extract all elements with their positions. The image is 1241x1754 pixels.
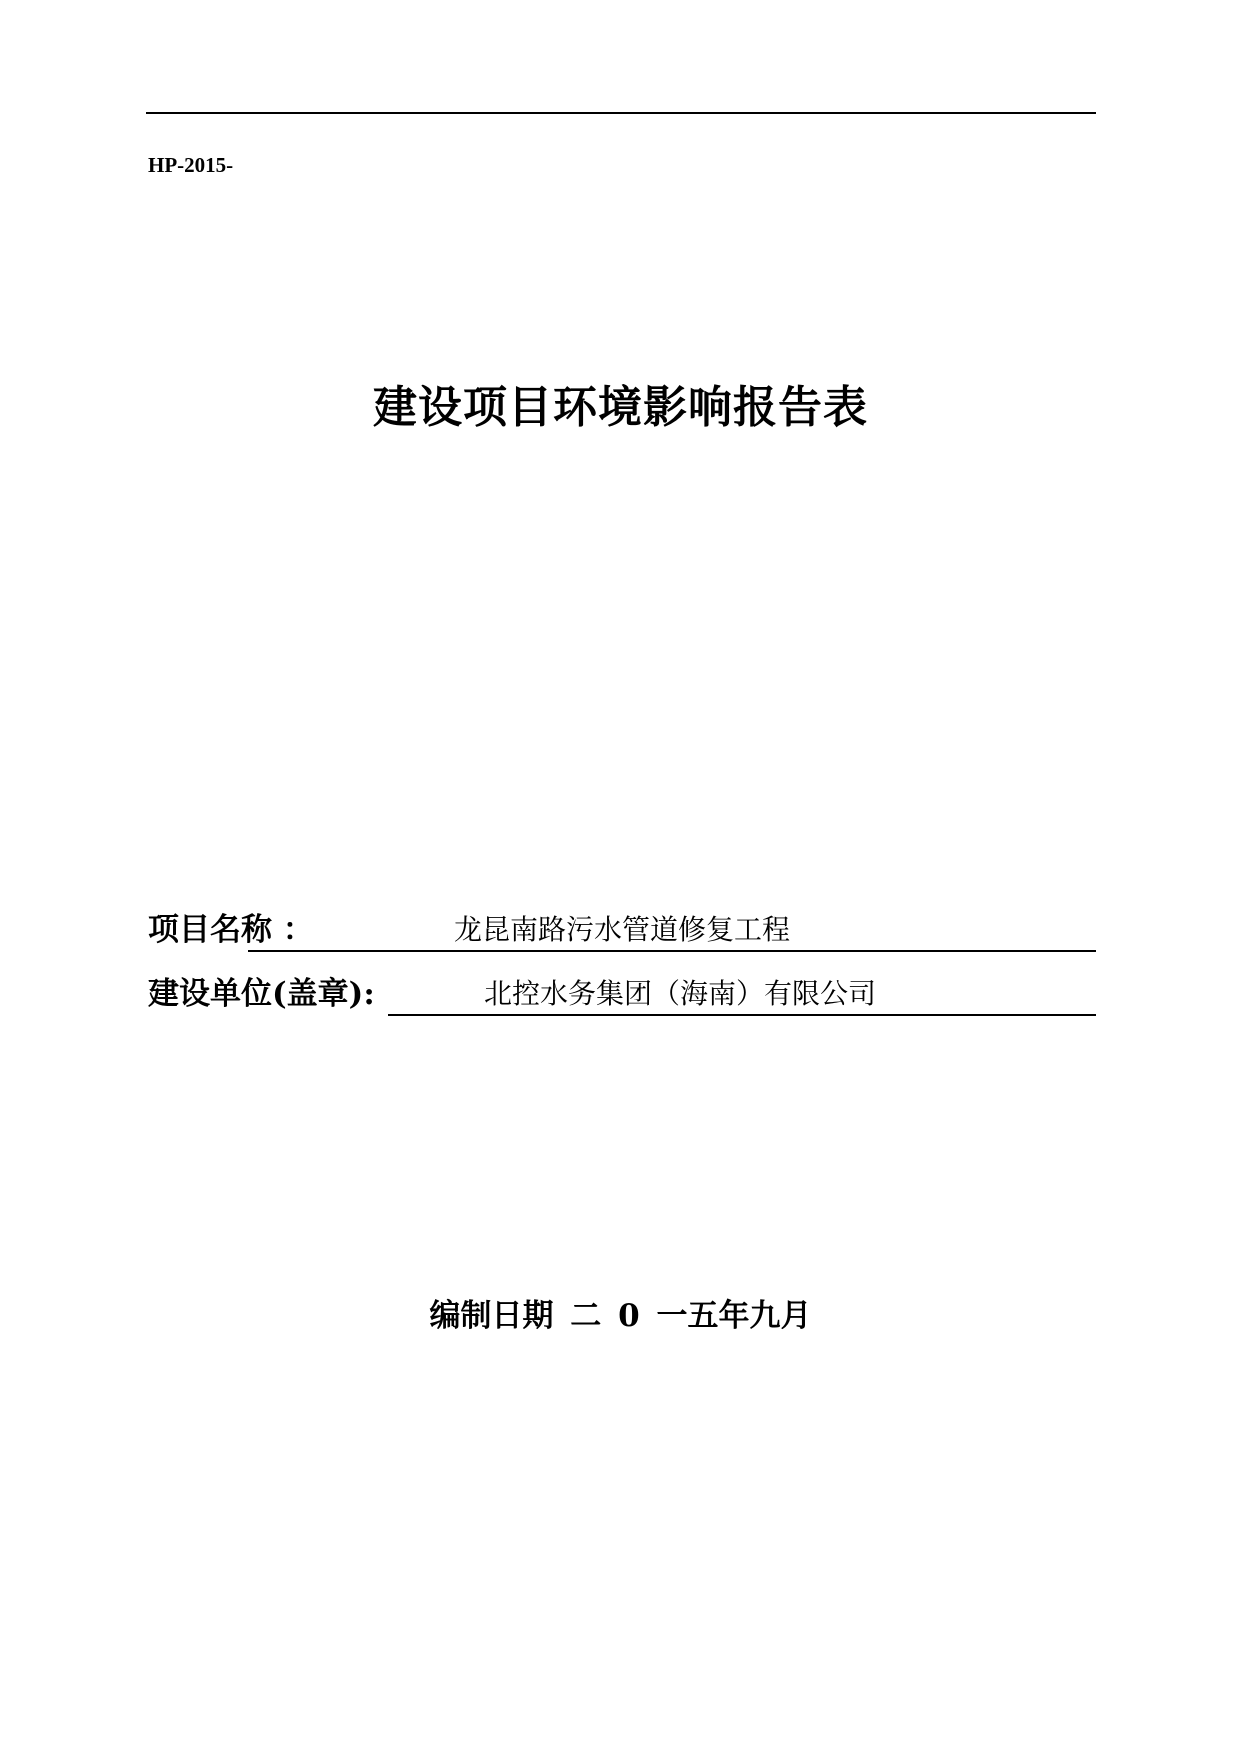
construction-unit-row	[148, 972, 1096, 1016]
project-name-row	[148, 908, 1096, 952]
project-name-label: 项目名称 ：	[148, 912, 314, 948]
construction-unit-label: 建设单位(盖章):	[148, 976, 375, 1012]
document-title: 建设项目环境影响报告表	[373, 382, 868, 433]
construction-unit-value: 北控水务集团（海南）有限公司	[484, 977, 877, 1010]
project-name-value: 龙昆南路污水管道修复工程	[454, 913, 791, 946]
compile-date: 编制日期 二 0 一五年九月	[429, 1298, 812, 1334]
header-rule	[146, 112, 1096, 114]
document-code: HP-2015-	[148, 153, 234, 177]
project-name-underline	[248, 950, 1096, 952]
construction-unit-underline	[388, 1014, 1096, 1016]
